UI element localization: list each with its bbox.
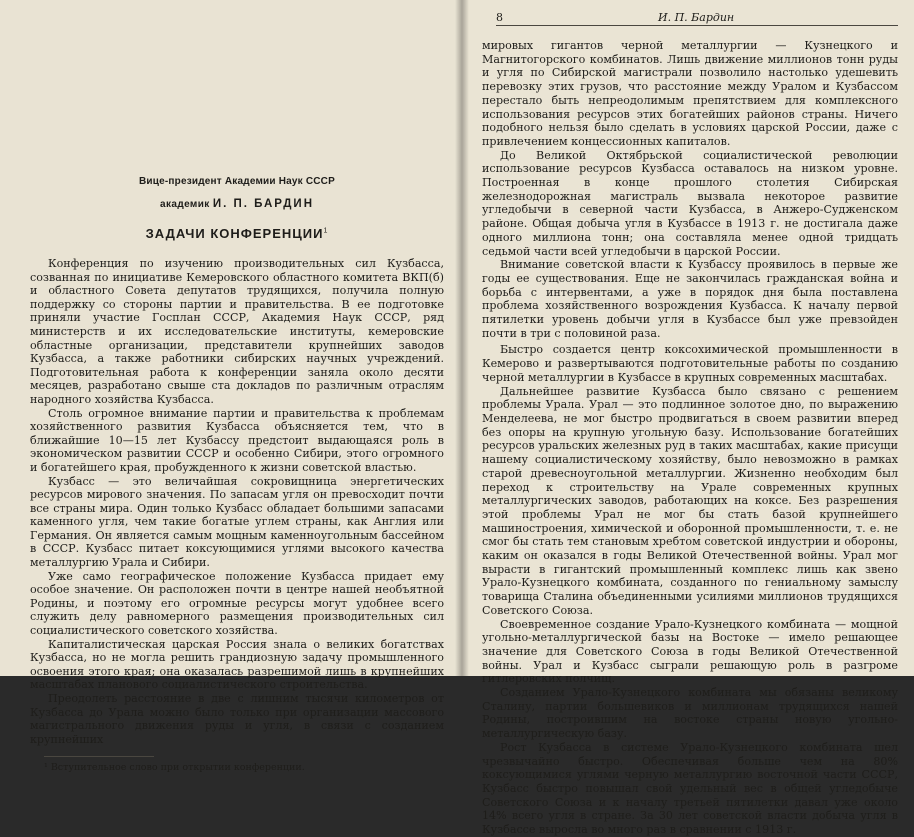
header-divider <box>496 25 898 26</box>
paragraph: Рост Кузбасса в системе Урало-Кузнецкого комбината шел чрезвычайно быстро. Обеспечивая больше чем на 80% коксующимися углями черную металлургию восточной части СССР, Кузбасс быстро повышал свой удельный вес в общей угледобыче Советского Союза и к началу третьей пятилетки давал уже около 14% всего угля в стране. За 30 лет советской власти добыча угля в Кузбассе выросла во много раз в сравнении с 1913 г. <box>482 740 898 837</box>
right-page <box>462 0 914 837</box>
page-number: 8 <box>496 11 503 24</box>
right-body <box>482 39 898 837</box>
paragraph: Своевременное создание Урало-Кузнецкого комбината — мощной угольно-металлургической базы на Востоке — имело решающее значение для Советского Союза в годы Великой Отечественной войны. Урал и Кузбасс сыграли решающую роль в разгроме гитлеровских полчищ. <box>482 617 898 686</box>
paragraph: Внимание советской власти к Кузбассу проявилось в первые же годы ее существования. Еще не закончилась гражданская война и борьба с интервентами, а уже в порядок дня была поставлена проблема хозяйственного возрождения Кузбасса. К началу первой пятилетки уровень добычи угля в Кузбассе был уже превзойден почти в три с половиной раза. <box>482 258 898 340</box>
author-line <box>30 198 444 210</box>
author-name: И. П. БАРДИН <box>212 198 314 210</box>
running-head <box>482 0 898 24</box>
paragraph: Столь огромное внимание партии и правительства к проблемам хозяйственного развития Кузбасса объясняется тем, что в ближайшие 10—15 лет Кузбассу предстоит выдающаяся роль в экономическом развитии СССР и особенно Сибири, этого огромного и богатейшего края, пробужденного к жизни советской властью. <box>30 406 444 474</box>
paragraph: Дальнейшее развитие Кузбасса было связано с решением проблемы Урала. Урал — это подлинное золотое дно, по выражению Менделеева, не мог быстро продвигаться в своем развитии вперед без опоры на крупную угольную базу. Использование богатейших ресурсов уральских железных руд в таких масштабах, какие присущи нашему социалистическому хозяйству, было невозможно в рамках старой древесноугольной металлургии. Жизненно необходим был переход к строительству на Урале современных крупных металлургических заводов, работающих на коксе. Без разрешения этой проблемы Урал не мог бы стать базой крупнейшего машиностроения, химической и оборонной промышленности, т. е. не смог бы стать тем становым хребтом советской индустрии и обороны, каким он оказался в годы Великой Отечественной войны. Урал мог вырасти в гигантский промышленный комплекс лишь как звено Урало-Кузнецкого комбината, созданного по гениальному замыслу товарища Сталина объединенными усилиями миллионов трудящихся Советского Союза. <box>482 384 898 617</box>
paragraph: Уже само географическое положение Кузбасса придает ему особое значение. Он расположен почти в центре нашей необъятной Родины, и поэтому его огромные ресурсы могут удобнее всего служить делу равномерного размещения производительных сил социалистического советского хозяйства. <box>30 569 444 638</box>
paragraph: Капиталистическая царская Россия знала о великих богатствах Кузбасса, но не могла решить грандиозную задачу промышленного освоения этого края; она оказалась разрешимой лишь в крупнейших масштабах планового социалистического строительства. <box>30 637 444 692</box>
author-title: академик <box>160 199 210 210</box>
author-role: Вице-президент Академии Наук СССР <box>139 176 335 187</box>
paragraph: Преодолеть расстояние в две с лишним тысячи километров от Кузбасса до Урала можно было только при организации массового магистрального движения руды и угля, в связи с созданием крупнейших <box>30 692 444 746</box>
paragraph: Кузбасс — это величайшая сокровищница энергетических ресурсов мирового значения. По запасам угля он превосходит почти все страны мира. Один только Кузбасс обладает большими запасами каменного угля, чем такие богатые углем страны, как Англия или Германия. Он является самым мощным каменноугольным бассейном в СССР. Кузбасс питает коксующимися углями высокого качества металлургию Урала и Сибири. <box>30 474 444 570</box>
left-body <box>30 257 444 746</box>
title-text: ЗАДАЧИ КОНФЕРЕНЦИИ <box>145 226 324 241</box>
left-page <box>0 0 462 774</box>
author-block <box>30 176 444 210</box>
article-title <box>30 226 444 241</box>
paragraph: Созданием Урало-Кузнецкого комбината мы обязаны великому Сталину, партии большевиков и миллионам трудящихся нашей Родины, построившим на востоке страны новую угольно-металлургическую базу. <box>482 686 898 741</box>
paragraph: Конференция по изучению производительных сил Кузбасса, созванная по инициативе Кемеровского областного комитета ВКП(б) и областного Совета депутатов трудящихся, получила полную поддержку со стороны партии и правительства. В ее подготовке приняли участие Госплан СССР, Академия Наук СССР, ряд министерств и их исследовательские институты, кемеровские областные организации, представители крупнейших заводов Кузбасса, а также работники сибирских научных учреждений. Подготовительная работа к конференции заняла около десяти месяцев, разработано свыше ста докладов по различным отраслям народного хозяйства Кузбасса. <box>30 257 444 406</box>
paragraph: мировых гигантов черной металлургии — Кузнецкого и Магнитогорского комбинатов. Лишь движение миллионов тонн руды и угля по Сибирской магистрали позволило настолько удешевить перевозку этих грузов, что расстояние между Уралом и Кузбассом перестало быть непреодолимым препятствием для комплексного использования ресурсов этих богатейших районов страны. Ничего подобного нельзя было сделать в условиях царской России, даже с привлечением концессионных капиталов. <box>482 39 898 148</box>
paragraph: До Великой Октябрьской социалистической революции использование ресурсов Кузбасса оставалось на низком уровне. Построенная в конце прошлого столетия Сибирская железнодорожная магистраль вызвала некоторое развитие угледобычи в северной части Кузбасса, в Анжеро-Судженском районе. Общая добыча угля в Кузбассе в 1913 г. не достигала даже одного миллиона тонн; она составляла менее одной тридцать седьмой части всей угледобычи в царской России. <box>482 148 898 258</box>
footnote: ¹ Вступительное слово при открытии конференции. <box>44 762 305 774</box>
title-footnote-mark: 1 <box>323 227 329 235</box>
running-head-author: И. П. Бардин <box>658 11 735 24</box>
footnote-divider <box>44 756 154 757</box>
paragraph: Быстро создается центр коксохимической промышленности в Кемерово и развертываются подготовительные работы по созданию черной металлургии в Кузбассе в крупных современных масштабах. <box>482 343 898 384</box>
